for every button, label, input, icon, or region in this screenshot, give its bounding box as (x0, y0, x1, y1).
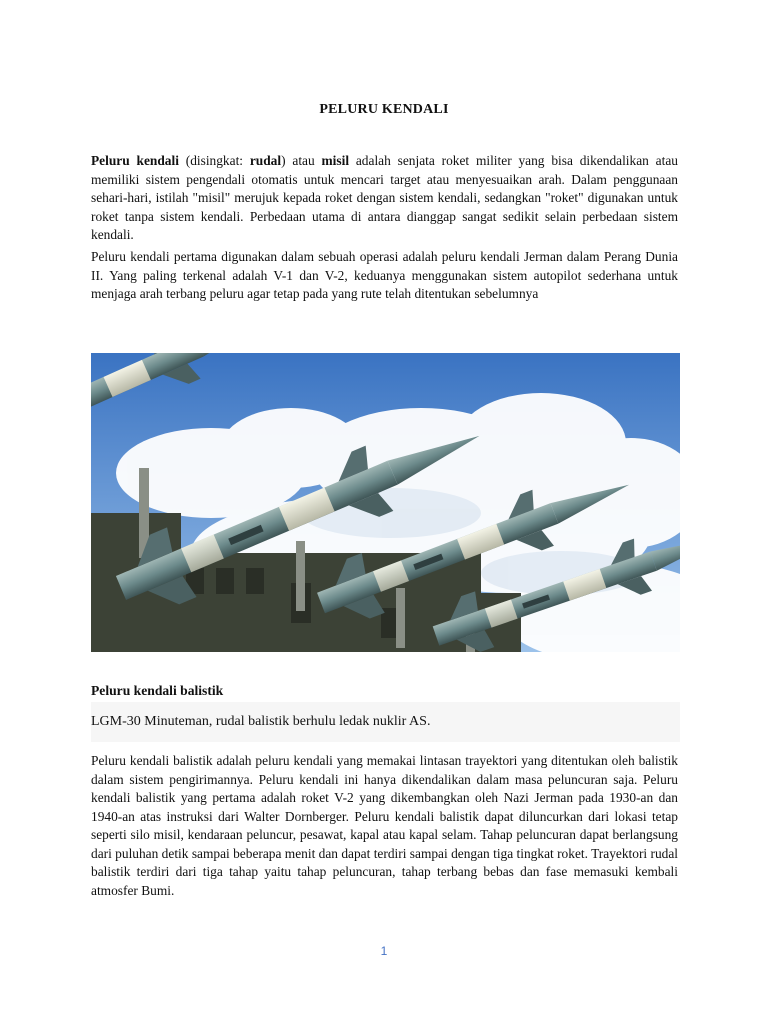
intro-paragraph (91, 152, 678, 245)
document-title: PELURU KENDALI (319, 102, 449, 117)
term-rudal: rudal (249, 153, 282, 168)
image-caption: LGM-30 Minuteman, rudal balistik berhulu ledak nuklir AS. (91, 702, 680, 742)
history-paragraph: Peluru kendali pertama digunakan dalam sebuah operasi adalah peluru kendali Jerman dalam Perang Dunia II. Yang paling terkenal adalah V-1 dan V-2, keduanya menggunakan sistem autopilot sederhana untuk menjaga arah terbang peluru agar tetap pada yang rute telah ditentukan sebelumnya (91, 249, 678, 301)
term-misil: misil (321, 153, 350, 168)
term-peluru-kendali: Peluru kendali (91, 153, 179, 168)
intro-text-2: ) atau (281, 153, 322, 168)
intro-text-1: (disingkat: (178, 153, 250, 168)
intro-text-3: adalah senjata roket militer yang bisa dikendalikan atau memiliki sistem pengendali otomatis untuk mencari target atau menyesuaikan arah. Dalam penggunaan sehari-hari, istilah "misil" merujuk kepada roket dengan sistem kendali, sedangkan "roket" digunakan untuk roket tanpa sistem kendali. Perbedaan utama di antara dianggap sangat sedikit selain perbedaan sistem kendali. (91, 153, 678, 242)
missile-launcher-photo (91, 353, 680, 652)
ballistic-paragraph: Peluru kendali balistik adalah peluru kendali yang memakai lintasan trayektori yang ditentukan oleh balistik dalam sistem pengirimannya. Peluru kendali ini hanya dikendalikan dalam masa peluncuran saja. Peluru kendali balistik yang pertama adalah roket V-2 yang dikembangkan oleh Nazi Jerman pada 1930-an dan 1940-an atas instruksi dari Walter Dornberger. Peluru kendali balistik dapat diluncurkan dari lokasi tetap seperti silo misil, kendaraan peluncur, pesawat, kapal atau kapal selam. Tahap peluncuran dapat berlangsung dari puluhan detik sampai beberapa menit dan dapat terdiri sampai dengan tiga tingkat roket. Trayektori rudal balistik terdiri dari tiga tahap yaitu tahap peluncuran, tahap terbang bebas dan fase memasuki kembali atmosfer Bumi. (91, 753, 678, 898)
section-heading: Peluru kendali balistik (91, 683, 224, 698)
page-number: 1 (380, 944, 388, 958)
